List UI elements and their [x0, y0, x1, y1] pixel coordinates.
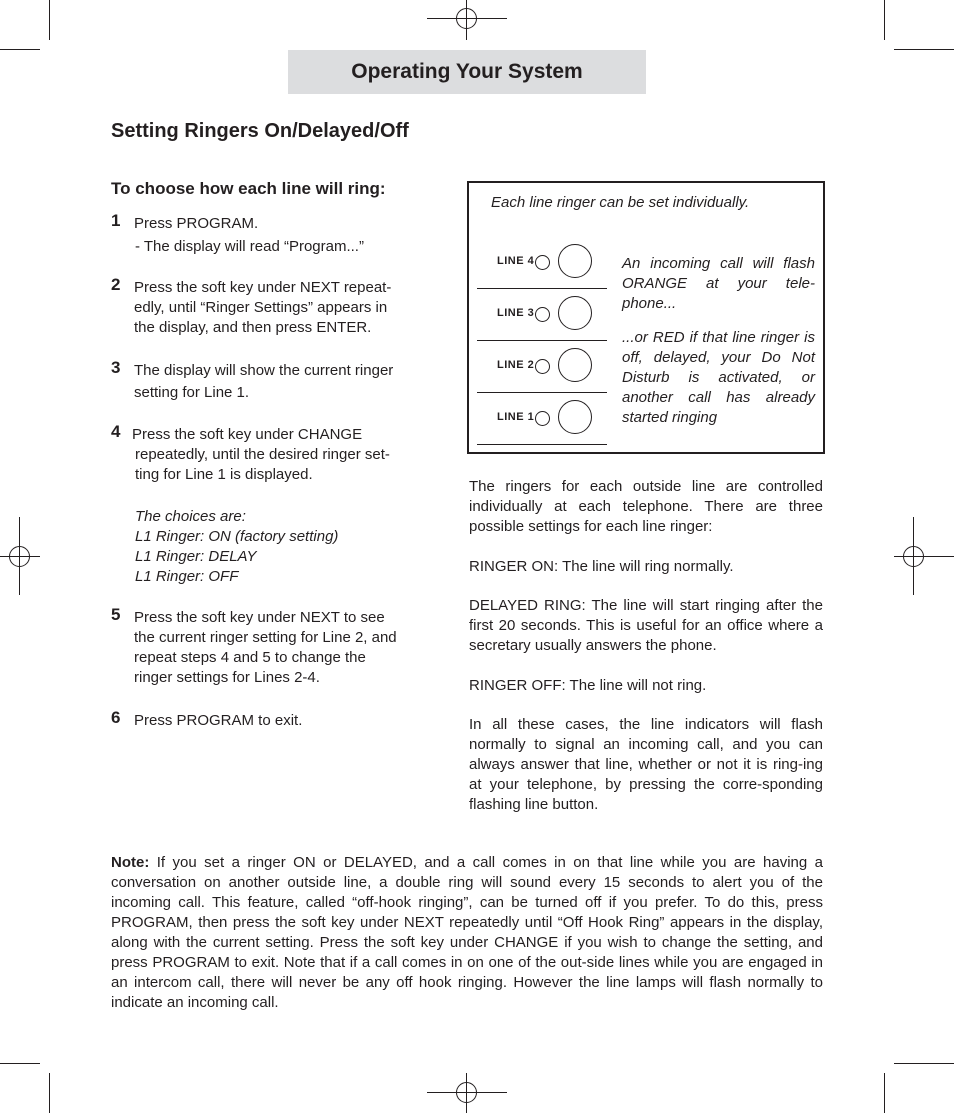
choices-heading: The choices are:	[135, 508, 246, 525]
crop-mark	[894, 1063, 954, 1064]
line-row-3	[477, 289, 607, 341]
step-text: repeat steps 4 and 5 to change the	[134, 649, 366, 666]
step-2	[111, 275, 436, 338]
step-6	[111, 708, 436, 731]
all-cases-text: In all these cases, the line indicators will flash normally to signal an incoming call, and you can always answer that line, whether or not it is ring-ing at your telephone, by pressing the corre-sponding flashing line button.	[469, 716, 823, 813]
header-title: Operating Your System	[351, 60, 583, 83]
crop-mark	[49, 1073, 50, 1113]
crop-mark	[49, 0, 50, 40]
step-text: the current ringer setting for Line 2, and	[134, 629, 397, 646]
choices-list	[135, 507, 338, 587]
step-text: the display, and then press ENTER.	[134, 319, 372, 336]
ringer-off-text: RINGER OFF: The line will not ring.	[469, 677, 707, 694]
step-1	[111, 211, 436, 257]
line-indicator-icon	[535, 359, 550, 374]
line-label: LINE 3	[497, 307, 535, 319]
line-button-icon	[558, 400, 592, 434]
note-paragraph	[111, 853, 823, 1013]
line-row-2	[477, 341, 607, 393]
line-button-icon	[558, 244, 592, 278]
line-button-icon	[558, 296, 592, 330]
line-indicator-icon	[535, 255, 550, 270]
choice-item: L1 Ringer: ON (factory setting)	[135, 528, 339, 545]
crop-mark	[0, 49, 40, 50]
step-text: - The display will read “Program...”	[135, 238, 364, 255]
ringer-intro: The ringers for each outside line are controlled individually at each telephone. There are three possible settings for each line ringer:	[469, 478, 823, 535]
step-text: ting for Line 1 is displayed.	[135, 466, 313, 483]
crop-mark	[894, 49, 954, 50]
divider	[477, 444, 607, 445]
line-label: LINE 2	[497, 359, 535, 371]
ringer-diagram	[467, 181, 825, 454]
step-4	[111, 422, 436, 485]
line-row-1	[477, 393, 607, 445]
step-text: Press the soft key under CHANGE	[132, 426, 363, 443]
crop-mark	[0, 1063, 40, 1064]
step-text: repeatedly, until the desired ringer set-	[135, 446, 390, 463]
header-banner	[288, 50, 646, 94]
subtitle: To choose how each line will ring:	[111, 179, 386, 198]
crop-mark	[884, 1073, 885, 1113]
line-label: LINE 4	[497, 255, 535, 267]
diagram-caption: Each line ringer can be set individually.	[491, 194, 750, 211]
step-number: 6	[111, 708, 121, 727]
step-text: Press the soft key under NEXT repeat-	[134, 279, 392, 296]
note-text: If you set a ringer ON or DELAYED, and a call comes in on that line while you are having a conversation on another outside line, a double ring will sound every 15 seconds to alert you of the incoming call. This feature, called “off-hook ringing”, can be turned off if you prefer. To do this, press PROGRAM, then press the soft key under NEXT repeatedly until “Off Hook Ring” appears in the display, along with the current setting. Press the soft key under CHANGE if you wish to change the setting, and press PROGRAM to exit. Note that if a call comes in on one of the out-side lines while you are engaged in an intercom call, there will never be any off hook ringing. However the line lamps will flash normally to indicate an incoming call.	[111, 854, 823, 1011]
step-number: 5	[111, 605, 121, 624]
choice-item: L1 Ringer: DELAY	[135, 548, 257, 565]
step-number: 4	[111, 422, 121, 441]
step-text: Press PROGRAM.	[134, 215, 259, 232]
section-title: Setting Ringers On/Delayed/Off	[111, 120, 409, 142]
registration-circle	[456, 1082, 477, 1103]
diagram-note-red: ...or RED if that line ringer is off, delayed, your Do Not Disturb is activated, or another call has already started ringing	[622, 329, 815, 426]
registration-circle	[903, 546, 924, 567]
line-button-icon	[558, 348, 592, 382]
step-text: edly, until “Ringer Settings” appears in	[134, 299, 388, 316]
step-text: The display will show the current ringer	[134, 362, 394, 379]
step-number: 1	[111, 211, 121, 230]
registration-circle	[9, 546, 30, 567]
note-label: Note:	[111, 854, 150, 871]
registration-circle	[456, 8, 477, 29]
step-5	[111, 605, 436, 688]
step-text: Press PROGRAM to exit.	[134, 712, 303, 729]
line-row-4	[477, 237, 607, 289]
step-number: 2	[111, 275, 121, 294]
step-text: Press the soft key under NEXT to see	[134, 609, 385, 626]
line-indicator-icon	[535, 307, 550, 322]
step-3	[111, 358, 436, 403]
step-text: ringer settings for Lines 2-4.	[134, 669, 320, 686]
choice-item: L1 Ringer: OFF	[135, 568, 239, 585]
delayed-ring-text: DELAYED RING: The line will start ringing after the first 20 seconds. This is useful for an office where a secretary usually answers the phone.	[469, 597, 823, 654]
ringer-on-text: RINGER ON: The line will ring normally.	[469, 558, 734, 575]
step-text: setting for Line 1.	[134, 384, 250, 401]
line-label: LINE 1	[497, 411, 535, 423]
line-indicator-icon	[535, 411, 550, 426]
step-number: 3	[111, 358, 121, 377]
diagram-note-orange: An incoming call will flash ORANGE at your tele-phone...	[622, 255, 815, 312]
crop-mark	[884, 0, 885, 40]
